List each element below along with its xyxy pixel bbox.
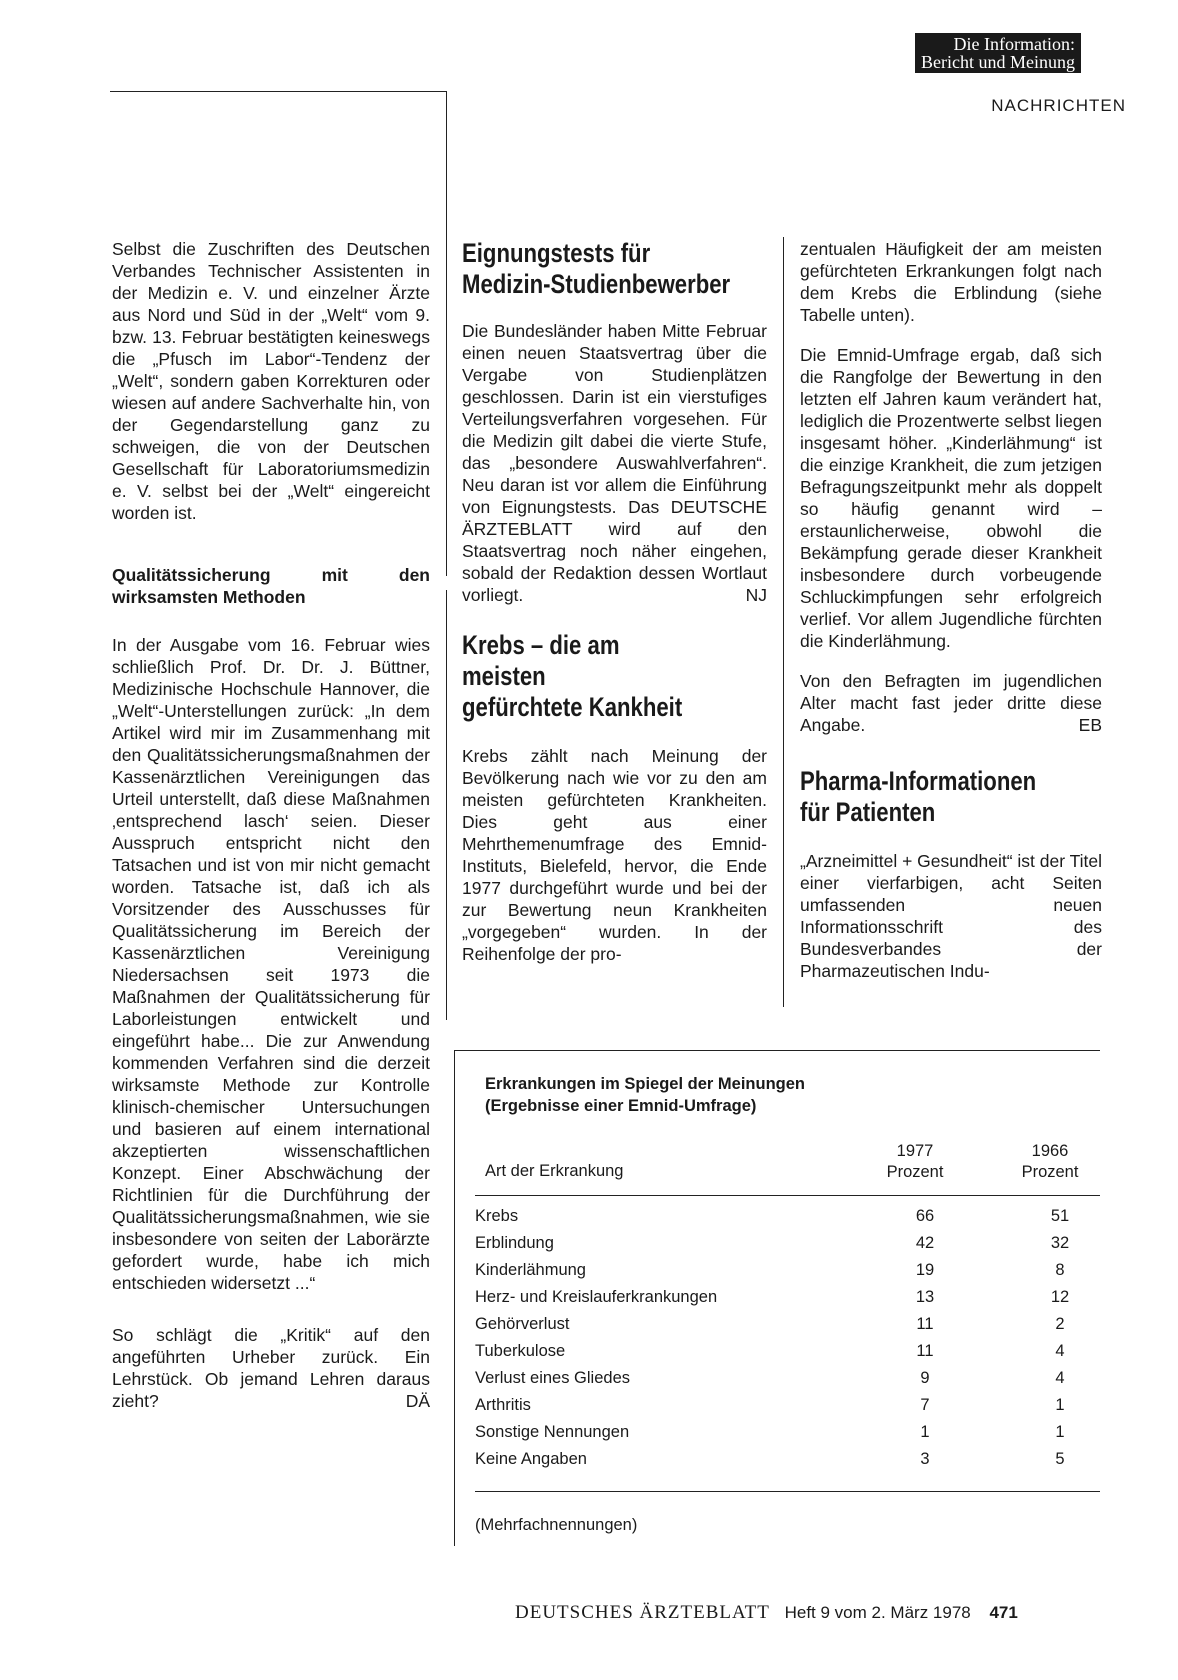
table-cell-name: Krebs: [475, 1207, 519, 1225]
table-row: [475, 1446, 1100, 1473]
table-row: [475, 1257, 1100, 1284]
table-cell-1977: 19: [915, 1261, 935, 1279]
table-cell-name: Verlust eines Gliedes: [475, 1369, 631, 1387]
col1-paragraph-3: [112, 1324, 430, 1412]
table-col-1977-unit: Prozent: [886, 1163, 944, 1181]
table-cell-name: Herz- und Kreislauferkrankungen: [475, 1288, 718, 1306]
column-3: [800, 238, 1102, 1000]
headline-pharma: [800, 766, 1048, 828]
table-cell-1977: 42: [915, 1234, 935, 1252]
table-cell-1977: 11: [916, 1342, 934, 1360]
col2-article-2: [462, 745, 767, 965]
table-col-1966-year: 1966: [1031, 1142, 1069, 1160]
table-cell-name: Keine Angaben: [475, 1450, 587, 1468]
table-cell-name: Kinderlähmung: [475, 1261, 586, 1279]
table-cell-1977: 3: [920, 1450, 930, 1468]
table-row: [475, 1338, 1100, 1365]
table-col-1966: [1005, 1141, 1095, 1183]
col3-article-1: [800, 238, 1102, 736]
table-cell-1977: 13: [915, 1288, 935, 1306]
table-cell-name: Arthritis: [475, 1396, 531, 1414]
headline-krebs-line1: Krebs – die am: [462, 630, 620, 660]
table-cell-1966: 4: [1055, 1342, 1065, 1360]
table-title: [485, 1073, 805, 1117]
table-cell-1966: 2: [1055, 1315, 1065, 1333]
table-title-line2: (Ergebnisse einer Emnid-Umfrage): [485, 1097, 757, 1115]
section-tag-line2: Bericht und Meinung: [921, 52, 1075, 72]
table-cell-1966: 51: [1050, 1207, 1070, 1225]
table-cell-1977: 1: [920, 1423, 930, 1441]
headline-eignungstests: [462, 238, 731, 300]
survey-table: [454, 1050, 1100, 1546]
table-cell-1966: 1: [1055, 1423, 1065, 1441]
footer-page-number: 471: [989, 1603, 1018, 1622]
col3-paragraph-1: zentualen Häufigkeit der am meisten gefürchteten Erkrankungen folgt nach dem Krebs die Erblindung (siehe Tabelle unten).: [800, 239, 1102, 325]
section-tag: [915, 33, 1081, 73]
col1-subhead: Qualitätssicherung mit den wirksamsten Methoden: [112, 565, 430, 607]
table-cell-1966: 8: [1055, 1261, 1065, 1279]
table-cell-1977: 7: [920, 1396, 930, 1414]
col1-signature: DÄ: [405, 1391, 430, 1411]
col2-paragraph-1: [462, 320, 767, 606]
table-row: [475, 1203, 1100, 1230]
col2-signature: NJ: [745, 585, 767, 605]
table-row: [475, 1230, 1100, 1257]
headline-eignungstests-line2: Medizin-Studienbewerber: [462, 269, 731, 299]
col3-signature: EB: [1078, 715, 1102, 735]
column-rule-1b: [446, 590, 447, 1020]
table-cell-1977: 66: [915, 1207, 935, 1225]
col1-paragraph-3-text: So schlägt die „Kritik“ auf den angeführten Urheber zurück. Ein Lehrstück. Ob jemand Lehren daraus zieht?: [112, 1325, 430, 1411]
footer-publication: DEUTSCHES ÄRZTEBLATT: [515, 1602, 770, 1623]
table-cell-name: Tuberkulose: [475, 1342, 566, 1360]
table-cell-1966: 12: [1050, 1288, 1070, 1306]
table-cell-1977: 9: [920, 1369, 930, 1387]
section-label: NACHRICHTEN: [991, 96, 1126, 115]
table-col-label: Art der Erkrankung: [485, 1162, 624, 1180]
section-tag-line1: Die Information:: [953, 34, 1075, 54]
table-col-1977-year: 1977: [896, 1142, 934, 1160]
table-title-line1: Erkrankungen im Spiegel der Meinungen: [485, 1075, 805, 1093]
table-cell-1977: 11: [916, 1315, 934, 1333]
col2-paragraph-2: Krebs zählt nach Meinung der Bevölkerung nach wie vor zu den am meisten gefürchteten Krankheiten. Dies geht aus einer Mehrthemenumfrage des Emnid-Instituts, Bielefeld, hervor, die Ende 1977 durchgeführt wurde und bei der zur Bewertung neun Krankheiten „vorgegeben“ wurden. In der Reihenfolge der pro-: [462, 746, 767, 964]
table-col-1977: [870, 1141, 960, 1183]
table-cell-1966: 1: [1055, 1396, 1065, 1414]
table-row: [475, 1284, 1100, 1311]
footer-issue: Heft 9 vom 2. März 1978: [784, 1603, 971, 1622]
col3-paragraph-4: „Arzneimittel + Gesundheit“ ist der Titel einer vierfarbigen, acht Seiten umfassenden neuen Informationsschrift des Bundesverbandes der Pharmazeutischen Indu-: [800, 851, 1102, 981]
table-cell-name: Sonstige Nennungen: [475, 1423, 630, 1441]
table-cell-name: Erblindung: [475, 1234, 554, 1252]
table-cell-1966: 5: [1055, 1450, 1065, 1468]
table-row: [475, 1365, 1100, 1392]
headline-krebs: [462, 630, 712, 723]
column-rule-1: [446, 91, 447, 576]
top-rule: [110, 91, 446, 92]
table-col-1966-unit: Prozent: [1021, 1163, 1079, 1181]
col2-paragraph-1-text: Die Bundesländer haben Mitte Februar einen neuen Staatsvertrag über die Vergabe von Studienplätzen geschlossen. Darin ist ein vierstufiges Verteilungsverfahren vorgesehen. Für die Medizin gilt dabei die vierte Stufe, das „besondere Auswahlverfahren“. Neu daran ist vor allem die Einführung von Eignungstests. Das DEUTSCHE ÄRZTEBLATT wird auf den Staatsvertrag noch näher eingehen, sobald der Redaktion dessen Wortlaut vorliegt.: [462, 321, 767, 605]
table-cell-name: Gehörverlust: [475, 1315, 570, 1333]
col1-paragraph-1: Selbst die Zuschriften des Deutschen Verbandes Technischer Assistenten in der Medizin e. V. und einzelner Ärzte aus Nord und Süd in der „Welt“ vom 9. bzw. 13. Februar bestätigten keineswegs die „Pfusch im Labor“-Tendenz der „Welt“, sondern gaben Korrekturen oder wiesen auf andere Sachverhalte hin, von der Gegendarstellung ganz zu schweigen, die von der Deutschen Gesellschaft für Laboratoriumsmedizin e. V. selbst bei der „Welt“ eingereicht worden ist.: [112, 239, 430, 523]
table-cell-1966: 32: [1050, 1234, 1070, 1252]
headline-pharma-line2: für Patienten: [800, 797, 936, 827]
table-row: [475, 1419, 1100, 1446]
table-row: [475, 1392, 1100, 1419]
col3-article-2: [800, 850, 1102, 982]
col1-paragraph-2: In der Ausgabe vom 16. Februar wies schließlich Prof. Dr. Dr. J. Büttner, Medizinische Hochschule Hannover, die „Welt“-Unterstellungen zurück: „In dem Artikel wird mir im Zusammenhang mit den Qualitätssicherungsmaßnahmen der Kassenärztlichen Vereinigungen das Urteil unterstellt, daß diese Maßnahmen ‚entsprechend lasch‘ seien. Dieser Ausspruch entspricht nicht den Tatsachen und ist von mir nicht gemacht worden. Tatsache ist, daß ich als Vorsitzender des Ausschusses für Qualitätssicherung im Bereich der Kassenärztlichen Vereinigung Niedersachsen seit 1973 die Maßnahmen der Qualitätssicherung für Laborleistungen entwickelt und eingeführt habe... Die zur Anwendung kommenden Verfahren sind die derzeit wirksamste Methode zur Kontrolle klinisch-chemischer Untersuchungen und basieren auf einem international akzeptierten wissenschaftlichen Konzept. Einer Abschwächung der Richtlinien für die Durchführung der Qualitätssicherungsmaßnahmen, wie sie insbesondere von seiten der Laborärzte gefordert wurde, habe ich mich entschieden widersetzt ...“: [112, 635, 430, 1293]
col3-paragraph-3: [800, 670, 1102, 736]
table-header-rule: [475, 1195, 1100, 1196]
table-row: [475, 1311, 1100, 1338]
table-footer-rule: [475, 1491, 1100, 1492]
col2-article-1: [462, 320, 767, 606]
table-cell-1966: 4: [1055, 1369, 1065, 1387]
headline-pharma-line1: Pharma-Informationen: [800, 766, 1037, 796]
col3-paragraph-2: Die Emnid-Umfrage ergab, daß sich die Rangfolge der Bewertung in den letzten elf Jahren kaum verändert hat, lediglich die Prozentwerte selbst liegen insgesamt höher. „Kinderlähmung“ ist die einzige Krankheit, die zum jetzigen Befragungszeitpunkt mehr als doppelt so häufig genannt wird – erstaunlicherweise, obwohl die Bekämpfung gerade dieser Krankheit insbesondere durch vorbeugende Schluckimpfungen sehr erfolgreich verlief. Vor allem Jugendliche fürchten die Kinderlähmung.: [800, 345, 1102, 651]
column-1: [112, 238, 430, 1412]
col3-paragraph-3-text: Von den Befragten im jugendlichen Alter macht fast jeder dritte diese Angabe.: [800, 671, 1102, 735]
table-note: (Mehrfachnennungen): [475, 1516, 638, 1534]
column-rule-2: [783, 237, 784, 1007]
headline-krebs-line2: meisten: [462, 661, 546, 691]
headline-krebs-line3: gefürchtete Kankheit: [462, 692, 683, 722]
column-2: [462, 238, 767, 983]
page-footer: [515, 1602, 1018, 1624]
headline-eignungstests-line1: Eignungstests für: [462, 238, 651, 268]
